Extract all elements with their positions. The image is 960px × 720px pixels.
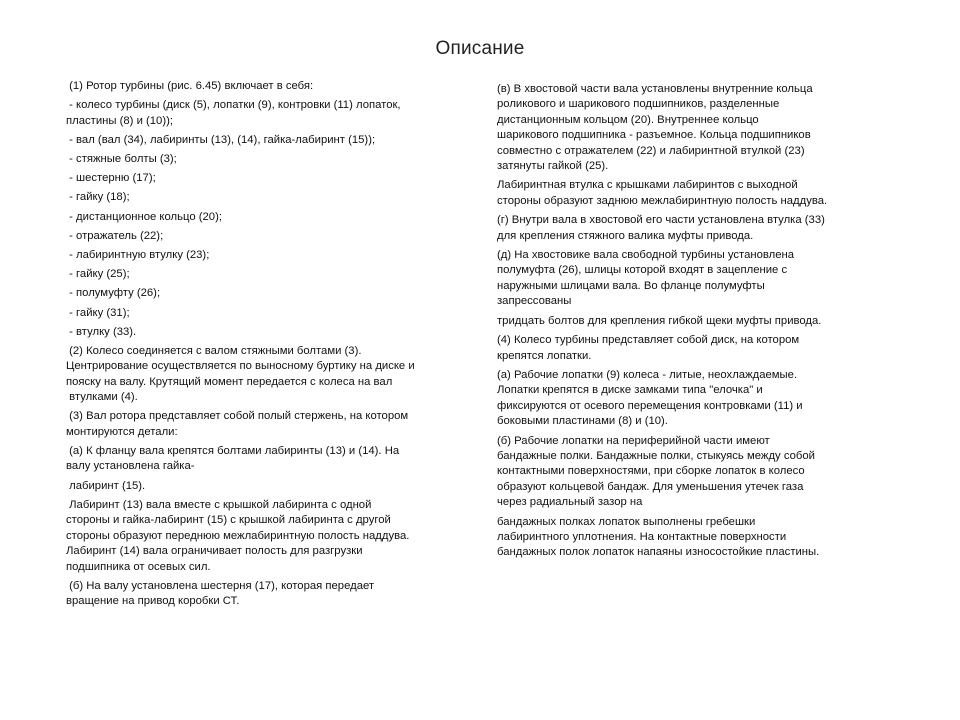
left-paragraph: - втулку (33).: [66, 325, 137, 338]
left-paragraph: - гайку (18);: [66, 191, 130, 204]
left-paragraph: - лабиринтную втулку (23);: [66, 249, 210, 262]
slide-title: Описание: [435, 38, 525, 59]
left-text-column: [66, 79, 466, 613]
right-text-column: [497, 82, 897, 565]
left-paragraph: (б) На валу установлена шестерня (17), которая передает вращение на привод коробки СТ.: [66, 579, 375, 608]
left-paragraph: - дистанционное кольцо (20);: [66, 210, 222, 223]
left-paragraph: (а) К фланцу вала крепятся болтами лабиринты (13) и (14). На валу установлена гайка-: [66, 445, 400, 473]
right-paragraph: (б) Рабочие лопатки на периферийной части имеют бандажные полки. Бандажные полки, стыкуясь между собой контактными поверхностями, при сборке лопаток в колесо образуют кольцевой бандаж. Для уменьшения утечек газа через радиальный зазор на: [497, 434, 815, 509]
left-paragraph: - полумуфту (26);: [66, 287, 161, 300]
right-paragraph: тридцать болтов для крепления гибкой щеки муфты привода.: [497, 314, 822, 327]
left-paragraph: (2) Колесо соединяется с валом стяжными болтами (3). Центрирование осуществляется по выносному буртику на диске и пояску на валу. Крутящий момент передается с колеса на вал втулками (4).: [66, 345, 415, 404]
right-paragraph: (4) Колесо турбины представляет собой диск, на котором крепятся лопатки.: [497, 334, 800, 362]
right-paragraph: бандажных полках лопаток выполнены гребешки лабиринтного уплотнения. На контактные поверхности бандажных полок лопаток напаяны износостойкие пластины.: [497, 515, 820, 559]
left-paragraph: - стяжные болты (3);: [66, 153, 177, 166]
right-paragraph: Лабиринтная втулка с крышками лабиринтов с выходной стороны образуют заднюю межлабиринтную полость наддува.: [497, 179, 828, 207]
left-paragraph: - шестерню (17);: [66, 172, 156, 185]
right-paragraph: (в) В хвостовой части вала установлены внутренние кольца роликового и шарикового подшипников, разделенные дистанционным кольцом (20). Внутреннее кольцо шарикового подшипника - разъемное. Кольца подшипников совместно с отражателем (22) и лабиринтной втулкой (23) затянуты гайкой (25).: [497, 83, 813, 173]
left-paragraph: - колесо турбины (диск (5), лопатки (9), контровки (11) лопаток, пластины (8) и (10));: [66, 99, 401, 127]
left-paragraph: (3) Вал ротора представляет собой полый стержень, на котором монтируются детали:: [66, 410, 409, 438]
left-paragraph: (1) Ротор турбины (рис. 6.45) включает в себя:: [66, 80, 314, 92]
right-paragraph: (г) Внутри вала в хвостовой его части установлена втулка (33) для крепления стяжного валика муфты привода.: [497, 214, 825, 242]
right-paragraph: (а) Рабочие лопатки (9) колеса - литые, неохлаждаемые. Лопатки крепятся в диске замками типа "елочка" и фиксируются от осевого перемещения контровками (11) и боковыми пластинами (8) и (10).: [497, 368, 803, 428]
left-paragraph: Лабиринт (13) вала вместе с крышкой лабиринта с одной стороны и гайка-лабиринт (15) с крышкой лабиринта с другой стороны образуют переднюю межлабиринтную полость наддува. Лабиринт (14) вала ограничивает полость для разгрузки подшипника от осевых сил.: [66, 498, 410, 573]
left-paragraph: - вал (вал (34), лабиринты (13), (14), гайка-лабиринт (15));: [66, 133, 376, 146]
left-paragraph: лабиринт (15).: [66, 479, 146, 492]
left-paragraph: - гайку (25);: [66, 268, 130, 281]
left-paragraph: - отражатель (22);: [66, 229, 164, 242]
right-paragraph: (д) На хвостовике вала свободной турбины установлена полумуфта (26), шлицы которой входят в зацепление с наружными шлицами вала. Во фланце полумуфты запрессованы: [497, 249, 795, 308]
left-paragraph: - гайку (31);: [66, 306, 130, 319]
